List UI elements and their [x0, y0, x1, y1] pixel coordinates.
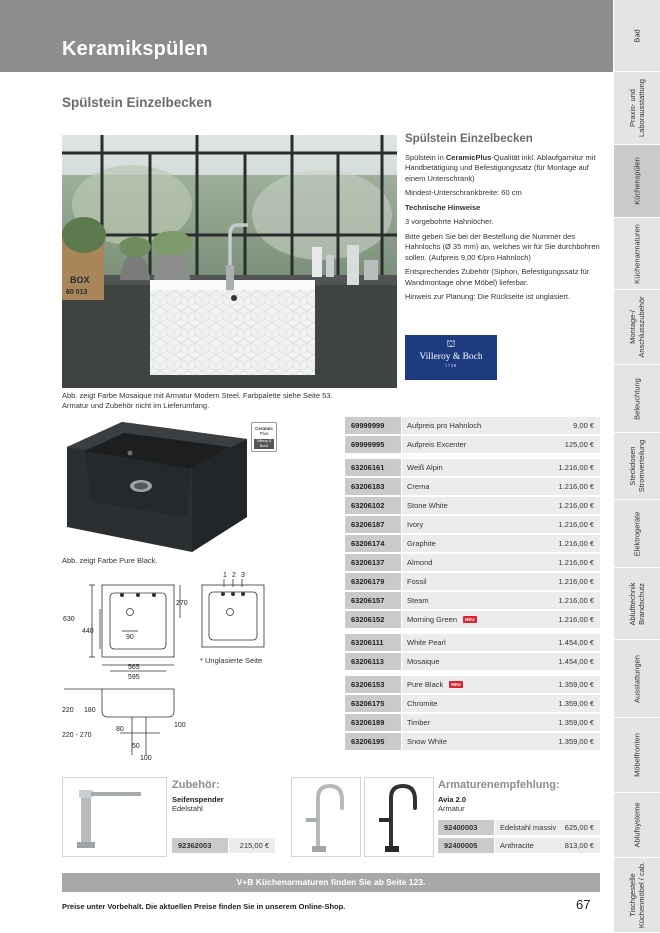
new-badge: NEU [465, 617, 475, 622]
article-code: 63206179 [345, 573, 401, 590]
hero-image [62, 135, 397, 388]
article-price: 1.216,00 € [558, 463, 594, 472]
article-name: Snow White [407, 737, 448, 746]
side-tab-label: Bad [632, 28, 642, 43]
table-row [345, 497, 600, 516]
article-code: 63206102 [345, 497, 401, 514]
article-code: 63206195 [345, 733, 401, 750]
article-code: 63206111 [345, 634, 401, 651]
price-table-black [345, 676, 600, 752]
side-tabs [614, 0, 660, 933]
armature-info [438, 779, 600, 813]
article-name-cell [402, 459, 600, 476]
table-row [345, 592, 600, 611]
article-name: Stone White [407, 501, 448, 510]
accessory-price: 215,00 € [229, 838, 275, 853]
logo-crest-icon: ⛫ [446, 339, 456, 350]
article-price: 1.454,00 € [558, 657, 594, 666]
article-code: 63206175 [345, 695, 401, 712]
article-code: 63206157 [345, 592, 401, 609]
dim-630: 630 [63, 616, 75, 623]
table-row [345, 695, 600, 714]
hero-caption-2: Armatur und Zubehör nicht im Lieferumfang. [62, 401, 210, 410]
side-tab-label: Steckdosen Stromverteilung [628, 439, 646, 493]
dim-440: 440 [82, 628, 94, 635]
article-price: 1.359,00 € [558, 737, 594, 746]
villeroy-boch-logo [405, 335, 497, 380]
article-name: Steam [407, 596, 429, 605]
article-name-cell [402, 436, 600, 453]
table-row [345, 676, 600, 695]
article-name-cell [402, 634, 600, 651]
accessory-code: 92362003 [172, 838, 228, 853]
article-name-cell [402, 695, 600, 712]
side-tab[interactable] [614, 218, 660, 290]
article-code: 63206161 [345, 459, 401, 476]
dim-220: 220 [62, 707, 74, 714]
table-row [345, 573, 600, 592]
dim-90: 90 [126, 634, 134, 641]
article-name-cell [402, 573, 600, 590]
article-price: 1.359,00 € [558, 718, 594, 727]
product-description [405, 134, 600, 307]
article-name-cell [402, 478, 600, 495]
article-price: 9,00 € [573, 421, 594, 430]
article-code: 63206152 [345, 611, 401, 628]
armature-row-2 [438, 838, 600, 853]
article-name: Morning Green [407, 615, 458, 624]
armature-name-cell [495, 838, 600, 853]
accessory-name: Seifenspender [172, 795, 224, 804]
dim-80: 80 [116, 726, 124, 733]
side-tab[interactable] [614, 433, 660, 500]
accessory-info [172, 779, 275, 813]
page-number: 67 [576, 897, 591, 912]
article-name: Ivory [407, 520, 424, 529]
side-tab-label: Ausstattungen [632, 654, 642, 703]
article-price: 125,00 € [564, 440, 594, 449]
hole-number-3: 3 [241, 572, 245, 579]
side-tab[interactable] [614, 718, 660, 793]
armature-price: 625,00 € [564, 823, 594, 832]
side-tab[interactable] [614, 72, 660, 145]
description-min-width: Mindest-Unterschrankbreite: 60 cm [405, 188, 522, 197]
logo-name: Villeroy & Boch [419, 352, 483, 362]
page-title: Keramikspülen [62, 38, 208, 60]
description-holes: 3 vorgebohrte Hahnlöcher. [405, 217, 494, 226]
article-name: Crema [407, 482, 430, 491]
dim-100b: 100 [140, 755, 152, 762]
badge-line3: Villeroy & Boch [254, 439, 274, 449]
article-name: Fossil [407, 577, 427, 586]
avia-faucet-steel-image [291, 777, 361, 857]
price-table-surcharges [345, 417, 600, 455]
side-tab-label: Möbelfronten [632, 733, 642, 777]
badge-line1: Ceramic [255, 426, 273, 431]
article-name: Chromite [407, 699, 438, 708]
article-name-cell [402, 733, 600, 750]
article-name: Aufpreis pro Hahnloch [407, 421, 482, 430]
table-row [345, 634, 600, 653]
description-order-note: Bitte geben Sie bei der Bestellung die Nummer des Hahnlochs (Ø 35 mm) an, welches wir für Sie durchbohren sollen. (Aufpreis 9,00 €/pro Hahnloch) [405, 231, 600, 262]
table-row [345, 436, 600, 455]
dim-270: 270 [176, 600, 188, 607]
unglaziert-note: * Unglasierte Seite [200, 656, 263, 665]
article-code: 63206113 [345, 653, 401, 670]
article-price: 1.216,00 € [558, 577, 594, 586]
article-price: 1.216,00 € [558, 501, 594, 510]
side-tab-label: Küchenarmaturen [632, 223, 642, 284]
logo-since: 1748 [445, 363, 457, 368]
article-price: 1.359,00 € [558, 699, 594, 708]
article-code: 69999999 [345, 417, 401, 434]
table-row [345, 478, 600, 497]
dim-565: 565 [128, 664, 140, 671]
description-intro [405, 153, 600, 185]
armature-code: 92400003 [438, 820, 494, 835]
article-name-cell [402, 592, 600, 609]
article-code: 63206153 [345, 676, 401, 693]
hero-caption-1: Abb. zeigt Farbe Mosaique mit Armatur Modern Steel. Farbpalette siehe Seite 53. [62, 391, 333, 400]
accessory-price-row [172, 838, 275, 853]
side-tab-label: Praxis- und Laborausstattung [628, 79, 646, 137]
table-row [345, 714, 600, 733]
article-name-cell [402, 535, 600, 552]
article-price: 1.359,00 € [558, 680, 594, 689]
description-heading: Spülstein Einzelbecken [405, 133, 533, 145]
armature-price: 813,00 € [564, 841, 594, 850]
article-name: Graphite [407, 539, 436, 548]
article-code: 63206174 [345, 535, 401, 552]
article-code: 63206137 [345, 554, 401, 571]
armature-type: Armatur [438, 804, 465, 813]
dim-100a: 100 [174, 722, 186, 729]
article-name-cell [402, 653, 600, 670]
article-code: 63206187 [345, 516, 401, 533]
accessory-heading: Zubehör: [172, 779, 220, 791]
article-name: Mosaique [407, 657, 440, 666]
article-code: 63206183 [345, 478, 401, 495]
article-name: Timber [407, 718, 431, 727]
article-name: Aufpreis Excenter [407, 440, 467, 449]
armature-banner: V+B Küchenarmaturen finden Sie ab Seite 123. [62, 873, 600, 892]
table-row [345, 516, 600, 535]
article-name-cell [402, 554, 600, 571]
dim-595: 595 [128, 674, 140, 681]
table-row [345, 653, 600, 672]
side-tab-label: Elektrogeräte [632, 511, 642, 556]
description-tech-heading: Technische Hinweise [405, 202, 481, 212]
dim-180: 180 [84, 707, 96, 714]
side-tab[interactable] [614, 0, 660, 72]
side-tab-label: Montage-/ Anschlusszubehör [628, 296, 646, 358]
dim-220-270: 220 - 270 [62, 732, 92, 739]
armature-code: 92400005 [438, 838, 494, 853]
table-row [345, 459, 600, 478]
avia-faucet-anthracite-image [364, 777, 434, 857]
side-tab-label: Tischgestelle Küchenmöbel / cab. [628, 861, 646, 929]
article-name: White Pearl [407, 638, 446, 647]
badge-line2: Plus [259, 431, 269, 436]
article-name-cell [402, 714, 600, 731]
side-tab[interactable] [614, 290, 660, 365]
side-tab-label: Ablufsysteme [632, 802, 642, 848]
description-accessories: Entsprechendes Zubehör (Siphon, Befestigungssatz für Wandmontage ohne Möbel) lieferbar. [405, 267, 590, 287]
price-table-pearl [345, 634, 600, 672]
side-tab[interactable] [614, 858, 660, 933]
article-price: 1.216,00 € [558, 539, 594, 548]
new-badge: NEU [451, 682, 461, 687]
armature-name: Avia 2.0 [438, 795, 467, 804]
soap-dispenser-image [62, 777, 167, 857]
accessory-material: Edelstahl [172, 804, 203, 813]
article-name-cell [402, 676, 600, 693]
side-tab-label: Beleuchtung [632, 377, 642, 420]
article-name: Weiß Alpin [407, 463, 443, 472]
section-title: Spülstein Einzelbecken [62, 95, 213, 110]
dim-50: 50 [132, 743, 140, 750]
product-caption: Abb. zeigt Farbe Pure Black. [62, 556, 158, 565]
side-tab-label: Ablufttechnik Brandschutz [628, 582, 646, 625]
side-tab[interactable] [614, 793, 660, 858]
article-price: 1.216,00 € [558, 596, 594, 605]
armature-variant: Edelstahl massiv [500, 823, 557, 832]
article-price: 1.216,00 € [558, 558, 594, 567]
article-name-cell [402, 497, 600, 514]
side-tab-label: Küchenspülen [632, 157, 642, 205]
desc-intro-ceramicplus: CeramicPlus [445, 152, 492, 162]
article-code: 63206189 [345, 714, 401, 731]
side-tab[interactable] [614, 568, 660, 640]
header-bar [0, 0, 613, 72]
hole-number-2: 2 [232, 572, 236, 579]
ceramicplus-badge [251, 422, 277, 452]
price-table-colors [345, 459, 600, 630]
desc-intro-a: Spülstein in [405, 152, 446, 162]
article-name-cell [402, 516, 600, 533]
description-planning: Hinweis zur Planung: Die Rückseite ist unglasiert. [405, 292, 571, 301]
article-name: Pure Black [407, 680, 444, 689]
desc-intro-c: -Qualität inkl. Ablaufgarnitur mit Handbetätigung und Befestigungssatz (für Montage auf einem Unterschrank) [405, 152, 596, 183]
article-name: Almond [407, 558, 433, 567]
side-tab[interactable] [614, 640, 660, 718]
footer-price-note: Preise unter Vorbehalt. Die aktuellen Preise finden Sie in unserem Online-Shop. [62, 902, 346, 911]
table-row [345, 535, 600, 554]
hole-number-1: 1 [223, 572, 227, 579]
armature-variant: Anthracite [500, 841, 534, 850]
article-name-cell [402, 611, 600, 628]
article-price: 1.454,00 € [558, 638, 594, 647]
article-price: 1.216,00 € [558, 482, 594, 491]
product-image-pure-black [62, 417, 257, 555]
armature-name-cell [495, 820, 600, 835]
hero-box-number: 60 013 [66, 289, 88, 296]
side-tab[interactable] [614, 500, 660, 568]
armature-row-1 [438, 820, 600, 835]
article-price: 1.216,00 € [558, 520, 594, 529]
armature-heading: Armaturenempfehlung: [438, 779, 560, 791]
table-row [345, 733, 600, 752]
hero-box-label: BOX [70, 275, 90, 285]
table-row [345, 554, 600, 573]
article-code: 69999995 [345, 436, 401, 453]
side-tab[interactable] [614, 365, 660, 433]
table-row [345, 611, 600, 630]
table-row [345, 417, 600, 436]
article-price: 1.216,00 € [558, 615, 594, 624]
article-name-cell [402, 417, 600, 434]
side-tab[interactable] [614, 145, 660, 218]
